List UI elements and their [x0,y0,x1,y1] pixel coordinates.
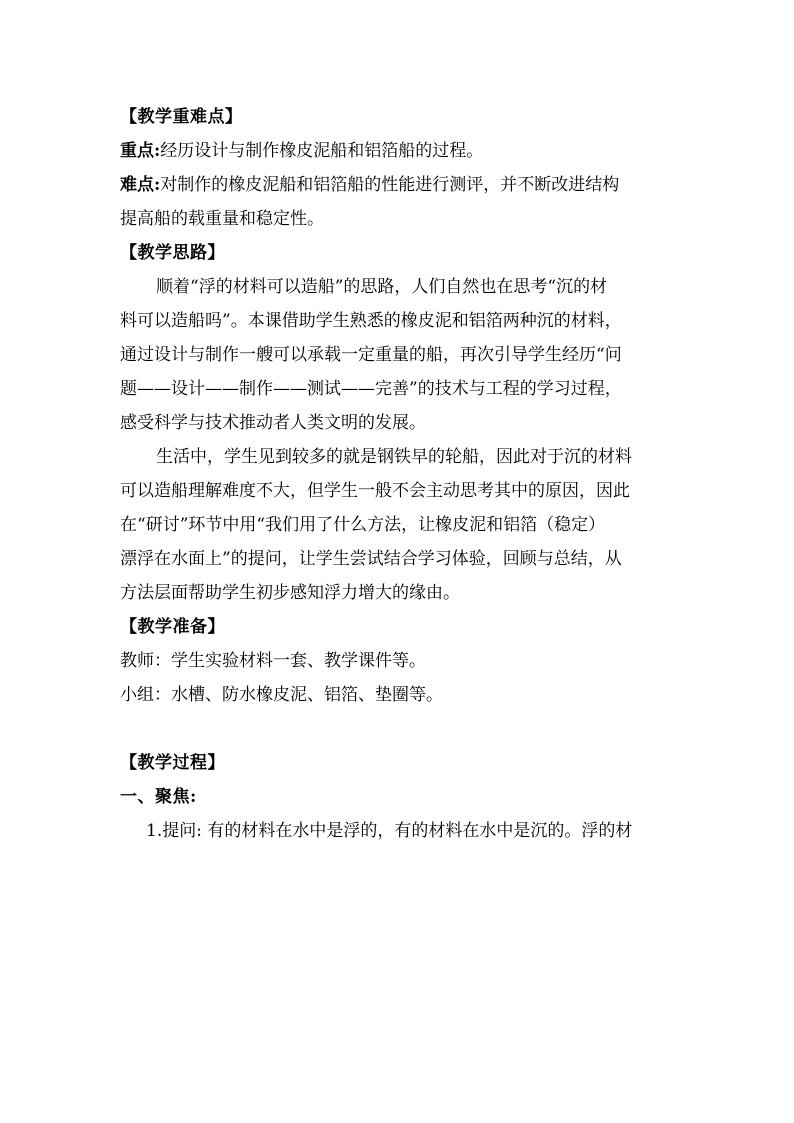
preparation-teacher: 教师：学生实验材料一套、教学课件等。 [120,651,426,671]
approach-paragraph-line: 料可以造船吗”。本课借助学生熟悉的橡皮泥和铝箔两种沉的材料， [120,311,622,331]
document-body [120,100,680,848]
approach-paragraph-line: 题——设计——制作——测试——完善”的技术与工程的学习过程， [120,379,622,399]
approach-paragraph-line: 漂浮在水面上”的提问，让学生尝试结合学习体验，回顾与总结，从 [120,549,622,569]
approach-paragraph-line: 在“研讨”环节中用“我们用了什么方法，让橡皮泥和铝箔（稳定） [120,515,606,535]
section-title-preparation: 【教学准备】 [120,617,225,637]
process-step-title: 一、聚焦: [120,787,197,807]
approach-paragraph-line: 顺着“浮的材料可以造船”的思路，人们自然也在思考“沉的材 [156,277,608,297]
approach-paragraph-line: 通过设计与制作一艘可以承载一定重量的船，再次引导学生经历“问 [120,345,622,365]
approach-paragraph-line: 生活中，学生见到较多的就是钢铁早的轮船，因此对于沉的材料 [156,447,632,467]
focus-label: 重点: [120,141,161,161]
difficulty-label: 难点: [120,175,161,195]
focus-paragraph [120,134,680,168]
difficulty-paragraph [120,168,680,202]
section-title-key-points: 【教学重难点】 [120,107,243,127]
preparation-group: 小组：水槽、防水橡皮泥、铝箔、垫圈等。 [120,685,443,705]
section-title-approach: 【教学思路】 [120,243,225,263]
approach-paragraph-line: 可以造船理解难度不大，但学生一般不会主动思考其中的原因，因此 [120,481,630,501]
approach-paragraph-line: 方法层面帮助学生初步感知浮力增大的缘由。 [120,583,460,603]
approach-paragraph-line: 感受科学与技术推动者人类文明的发展。 [120,413,426,433]
process-item: 1.提问: 有的材料在水中是浮的，有的材料在水中是沉的。浮的材 [146,821,633,841]
focus-text: 经历设计与制作橡皮泥船和铝箔船的过程。 [160,141,484,161]
difficulty-text-line: 提高船的载重量和稳定性。 [120,209,324,229]
section-title-process: 【教学过程】 [120,753,225,773]
difficulty-text-line: 对制作的橡皮泥船和铝箔船的性能进行测评，并不断改进结构 [160,175,620,195]
blank-line [120,712,680,746]
